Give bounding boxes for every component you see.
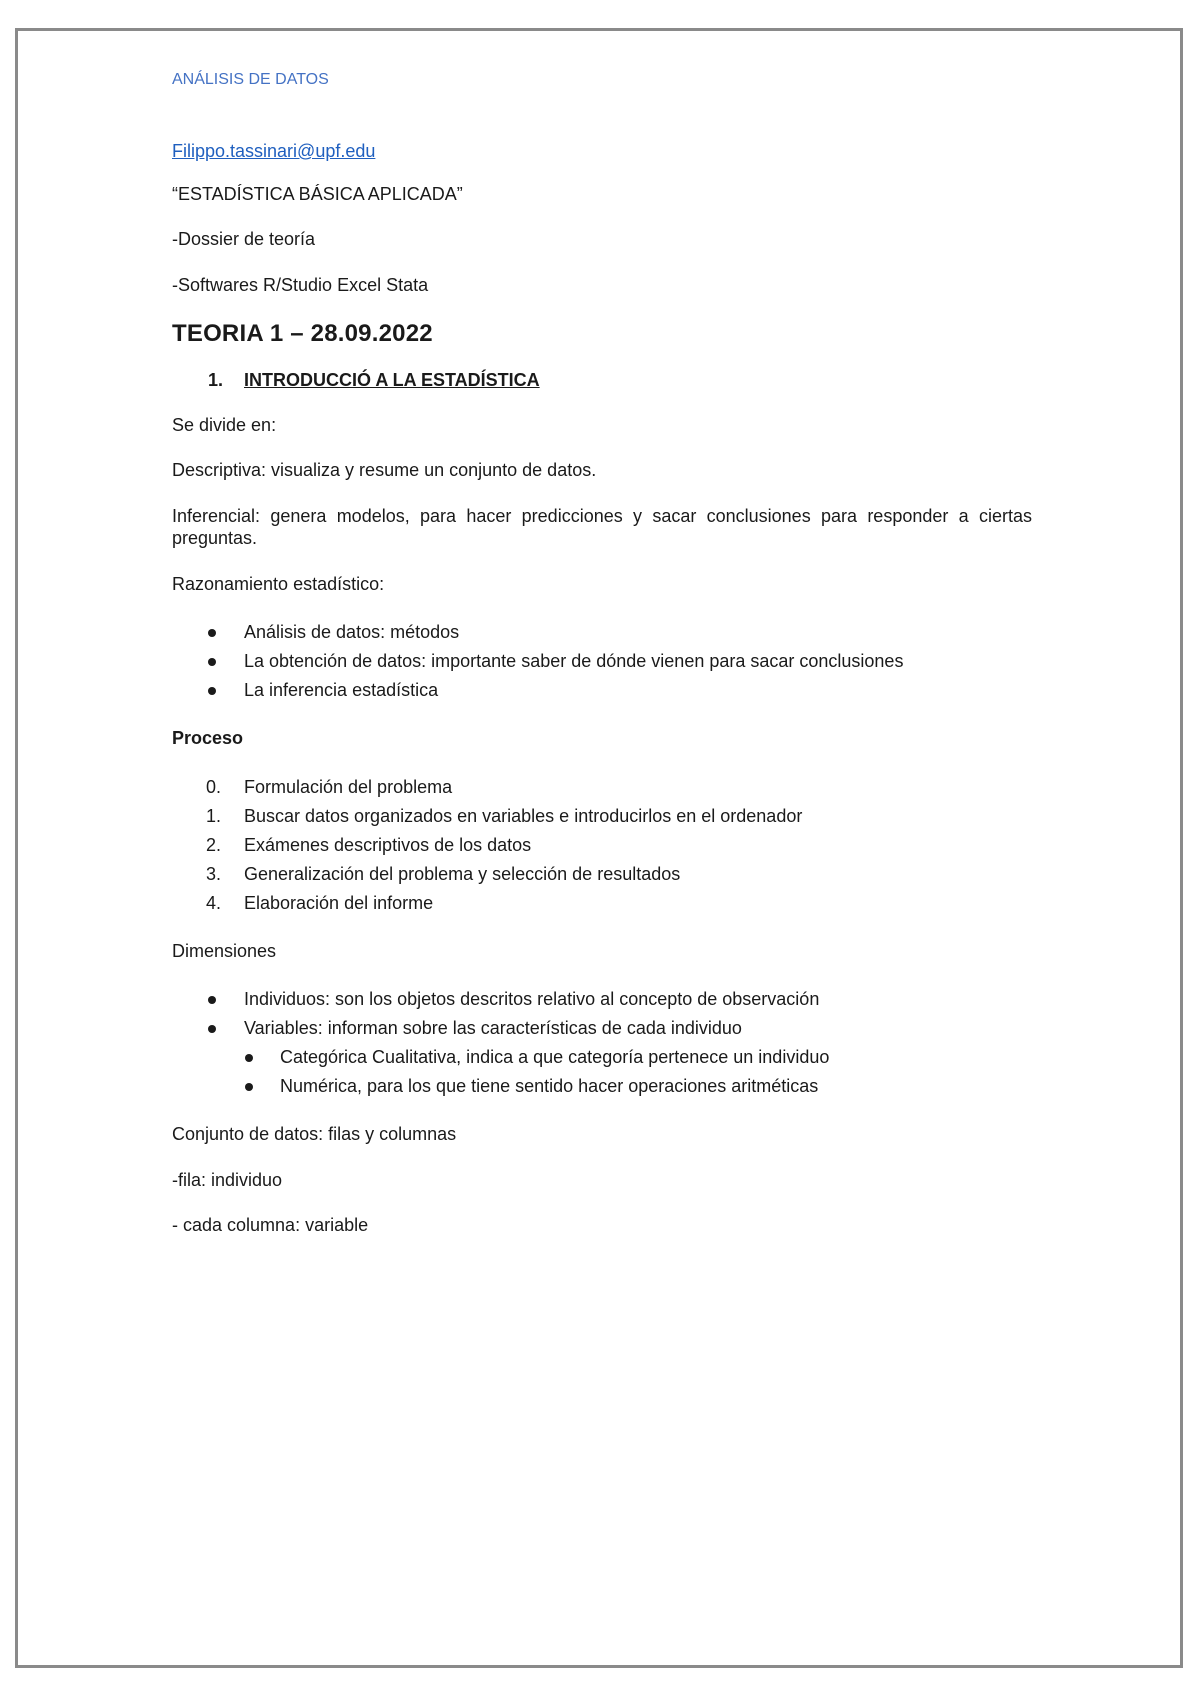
section-title: INTRODUCCIÓ A LA ESTADÍSTICA [244,370,540,390]
list-item: 1. Buscar datos organizados en variables e introducirlos en el ordenador [172,802,1032,831]
list-item: 4. Elaboración del informe [172,889,1032,918]
list-item: Variables: informan sobre las características de cada individuo [172,1014,1032,1043]
list-item: Análisis de datos: métodos [172,618,1032,647]
dimensions-list [172,985,1032,1101]
sub-list-item: Categórica Cualitativa, indica a que categoría pertenece un individuo [172,1043,1032,1072]
section-number: 1. [208,370,224,390]
list-item: 2. Exámenes descriptivos de los datos [172,831,1032,860]
sub-list-item: Numérica, para los que tiene sentido hacer operaciones aritméticas [172,1072,1032,1101]
bullet-icon [208,658,216,666]
reasoning-label: Razonamiento estadístico: [172,573,385,594]
process-list [172,773,1032,918]
step-number: 4. [206,892,222,913]
bullet-icon [208,629,216,637]
theory-heading: TEORIA 1 – 28.09.2022 [172,320,433,347]
bullet-icon [208,1025,216,1033]
divides-text: Se divide en: [172,414,277,435]
row-text: -fila: individuo [172,1169,283,1190]
bullet-icon [245,1083,253,1091]
inferential-text: Inferencial: genera modelos, para hacer predicciones y sacar conclusiones para responder a ciertas preguntas. [172,505,1032,548]
section-heading [172,369,1032,392]
list-item: Individuos: son los objetos descritos relativo al concepto de observación [172,985,1032,1014]
software-line: -Softwares R/Studio Excel Stata [172,274,429,295]
dataset-text: Conjunto de datos: filas y columnas [172,1124,457,1144]
step-number: 2. [206,834,222,855]
process-label: Proceso [172,728,244,748]
list-item: 3. Generalización del problema y selección de resultados [172,860,1032,889]
reasoning-list [172,618,1032,705]
step-number: 1. [206,805,222,826]
step-number: 0. [206,776,222,797]
bullet-icon [208,687,216,695]
bullet-icon [208,996,216,1004]
descriptive-text: Descriptiva: visualiza y resume un conjunto de datos. [172,460,597,480]
list-item: La inferencia estadística [172,676,1032,705]
step-number: 3. [206,863,222,884]
document-header-title: ANÁLISIS DE DATOS [172,71,329,88]
dossier-line: -Dossier de teoría [172,229,316,249]
list-item: La obtención de datos: importante saber de dónde vienen para sacar conclusiones [172,647,1032,676]
document-body [172,70,1032,1260]
dimensions-label: Dimensiones [172,940,277,961]
email-link[interactable]: Filippo.tassinari@upf.edu [172,141,376,161]
course-title: “ESTADÍSTICA BÁSICA APLICADA” [172,183,463,204]
bullet-icon [245,1054,253,1062]
list-item: 0. Formulación del problema [172,773,1032,802]
column-text: - cada columna: variable [172,1215,369,1235]
